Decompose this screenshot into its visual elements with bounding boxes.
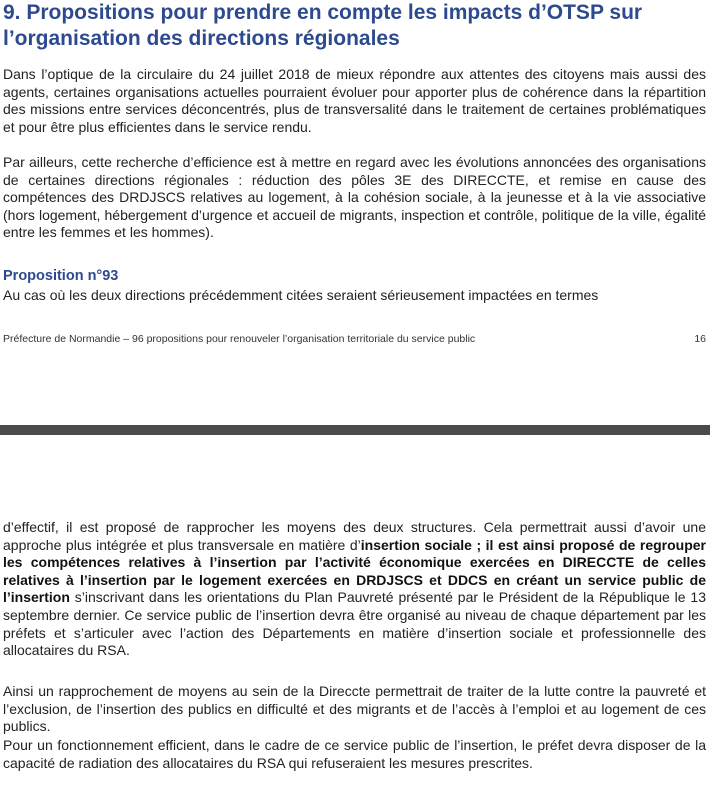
page-number: 16 xyxy=(694,333,706,345)
section-heading: 9. Propositions pour prendre en compte les impacts d’OTSP sur l’organisation des directions régionales xyxy=(3,1,643,50)
paragraph-rapprochement: Ainsi un rapprochement de moyens au sein de la Direccte permettrait de traiter de la lutte contre la pauvreté et l’exclusion, de l’insertion des publics en difficulté et des migrants et de l’accès à l’emploi et au logement de ces publics. xyxy=(3,683,706,735)
bold-emphasis: insertion sociale ; il est ainsi proposé de regrouper les compétences relatives à l’insertion par l’activité économique exercées en DIRECCTE de celles relatives à l’insertion par le logement exercées en DRDJSCS et DDCS en créant un service public de l’insertion xyxy=(3,536,706,606)
paragraph-proposition-start: Au cas où les deux directions précédemment citées seraient sérieusement impactées en termes xyxy=(3,287,599,303)
paragraph-proposition-continued xyxy=(3,519,706,660)
paragraph-intro: Dans l’optique de la circulaire du 24 juillet 2018 de mieux répondre aux attentes des citoyens mais aussi des agents, certaines organisations actuelles pourraient évoluer pour apporter plus de cohérence dans la répartition des missions entre services déconcentrés, plus de transversalité dans le traitement de certaines problématiques et pour être plus efficientes dans le service rendu. xyxy=(3,66,706,135)
text-run: s’inscrivant dans les orientations du Plan Pauvreté présenté par le Président de la République le 13 septembre dernier. Ce service public de l’insertion devra être organisé au niveau de chaque département par les préfets et s’articuler avec l’action des Départements en matière d’insertion sociale et professionnelle des allocataires du RSA. xyxy=(3,589,706,659)
paragraph-fonctionnement: Pour un fonctionnement efficient, dans le cadre de ce service public de l’insertion, le préfet devra disposer de la capacité de radiation des allocataires du RSA qui refuseraient les mesures prescrites. xyxy=(3,737,706,771)
page-separator xyxy=(0,425,710,435)
footer-text: Préfecture de Normandie – 96 propositions pour renouveler l’organisation territoriale du service public xyxy=(3,333,476,345)
text-run: d’effectif, il est proposé de rapprocher les moyens des deux structures. Cela permettrait aussi d’avoir une approche plus intégrée et plus transversale en matière d’ xyxy=(3,519,706,553)
page-lower xyxy=(0,435,710,800)
paragraph-context: Par ailleurs, cette recherche d’efficience est à mettre en regard avec les évolutions annoncées des organisations de certaines directions régionales : réduction des pôles 3E des DIRECCTE, et remise en cause des compétences des DRDJSCS relatives au logement, à la cohésion sociale, à la jeunesse et à la vie associative (hors logement, hébergement d’urgence et accueil de migrants, inspection et contrôle, politique de la ville, égalité entre les femmes et les hommes). xyxy=(3,154,706,241)
proposition-title: Proposition n°93 xyxy=(3,268,119,284)
